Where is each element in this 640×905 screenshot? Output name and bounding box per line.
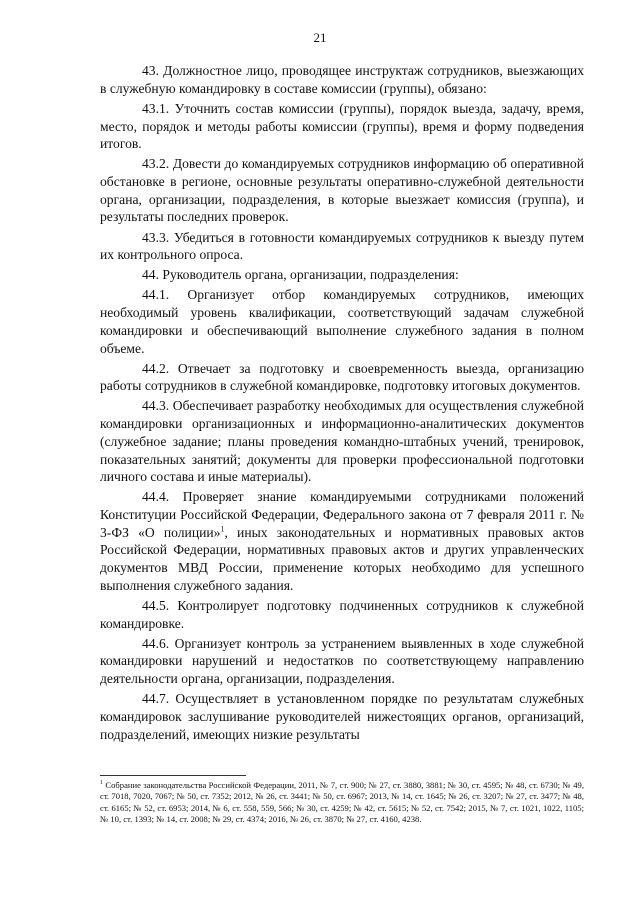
paragraph-44-4-text-after: , иных законодательных и нормативных правовых актов Российской Федерации, нормативных правовых актов и других управленческих документов МВД России, применение которых необходимо для успешного выполнения служебного задания. — [100, 524, 585, 593]
footnote-text: Собрание законодательства Российской Федерации, 2011, № 7, ст. 900; № 27, ст. 3880, 3881; № 30, ст. 4595; № 48, ст. 6730; № 49, ст. 7018, 7020, 7067; № 50, ст. 7352; 2012, № 26, ст. 3441; № 50, ст. 6967; 2013, № 14, ст. 1645; № 26, ст. 3207; № 27, ст. 3477; № 48, ст. 6165; № 52, ст. 6953; 2014, № 6, ст. 558, 559, 566; № 30, ст. 4259; № 42, ст. 5615; № 52, ст. 7542; 2015, № 7, ст. 1021, 1022, 1105; № 10, ст. 1393; № 14, ст. 2008; № 29, ст. 4374; 2016, № 26, ст. 3870; № 27, ст. 4160, 4238. — [100, 780, 584, 825]
paragraph-43-2: 43.2. Довести до командируемых сотрудников информацию об оперативной обстановке в регионе, основные результаты оперативно-служебной деятельности органа, организации, подразделения, в которые выезжает комиссия (группа), и результаты последних проверок. — [100, 156, 584, 225]
paragraph-43-3: 43.3. Убедиться в готовности командируемых сотрудников к выезду путем их контрольного опроса. — [100, 229, 584, 263]
footnote-divider — [100, 775, 246, 776]
paragraph-44-6: 44.6. Организует контроль за устранением выявленных в ходе служебной командировки нарушений и недостатков по соответствующему направлению деятельности органа, организации, подразделения. — [100, 635, 584, 687]
paragraph-44-3: 44.3. Обеспечивает разработку необходимых для осуществления служебной командировки организационных и информационно-аналитических документов (служебное задание; планы проведения командно-штабных учений, тренировок, показательных занятий; документы для проверки профессиональной подготовки личного состава и иные материалы). — [100, 398, 584, 485]
paragraph-44-7: 44.7. Осуществляет в установленном порядке по результатам служебных командировок заслушивание руководителей нижестоящих органов, организаций, подразделений, имеющих низкие результаты — [100, 691, 584, 742]
footnote — [100, 780, 584, 826]
footnote-reference[interactable]: 1 — [220, 524, 225, 534]
paragraph-44-4-text-before: 44.4. Проверяет знание командируемыми сотрудниками положений Конституции Российской Федерации, Федерального закона от 7 февраля 2011 г. № 3-ФЗ «О полиции» — [100, 489, 584, 540]
paragraph-44-2: 44.2. Отвечает за подготовку и своевременность выезда, организацию работы сотрудников в служебной командировке, подготовку итоговых документов. — [100, 360, 584, 394]
paragraph-44-5: 44.5. Контролирует подготовку подчиненных сотрудников к служебной командировке. — [100, 597, 584, 631]
page-number: 21 — [313, 30, 327, 45]
paragraph-44-4 — [100, 488, 584, 594]
paragraph-44: 44. Руководитель органа, организации, подразделения: — [142, 267, 459, 283]
paragraph-43: 43. Должностное лицо, проводящее инструктаж сотрудников, выезжающих в служебную командировку в составе комиссии (группы), обязано: — [100, 63, 584, 96]
footnote-marker: 1 — [100, 780, 103, 787]
body-text — [100, 62, 584, 746]
paragraph-43-1: 43.1. Уточнить состав комиссии (группы), порядок выезда, задачу, время, место, порядок и методы работы комиссии (группы), время и форму подведения итогов. — [100, 100, 584, 152]
paragraph-44-1: 44.1. Организует отбор командируемых сотрудников, имеющих необходимый уровень квалификации, соответствующий задачам служебной командировки и обеспечивающий выполнение служебного задания в полном объеме. — [100, 287, 584, 356]
